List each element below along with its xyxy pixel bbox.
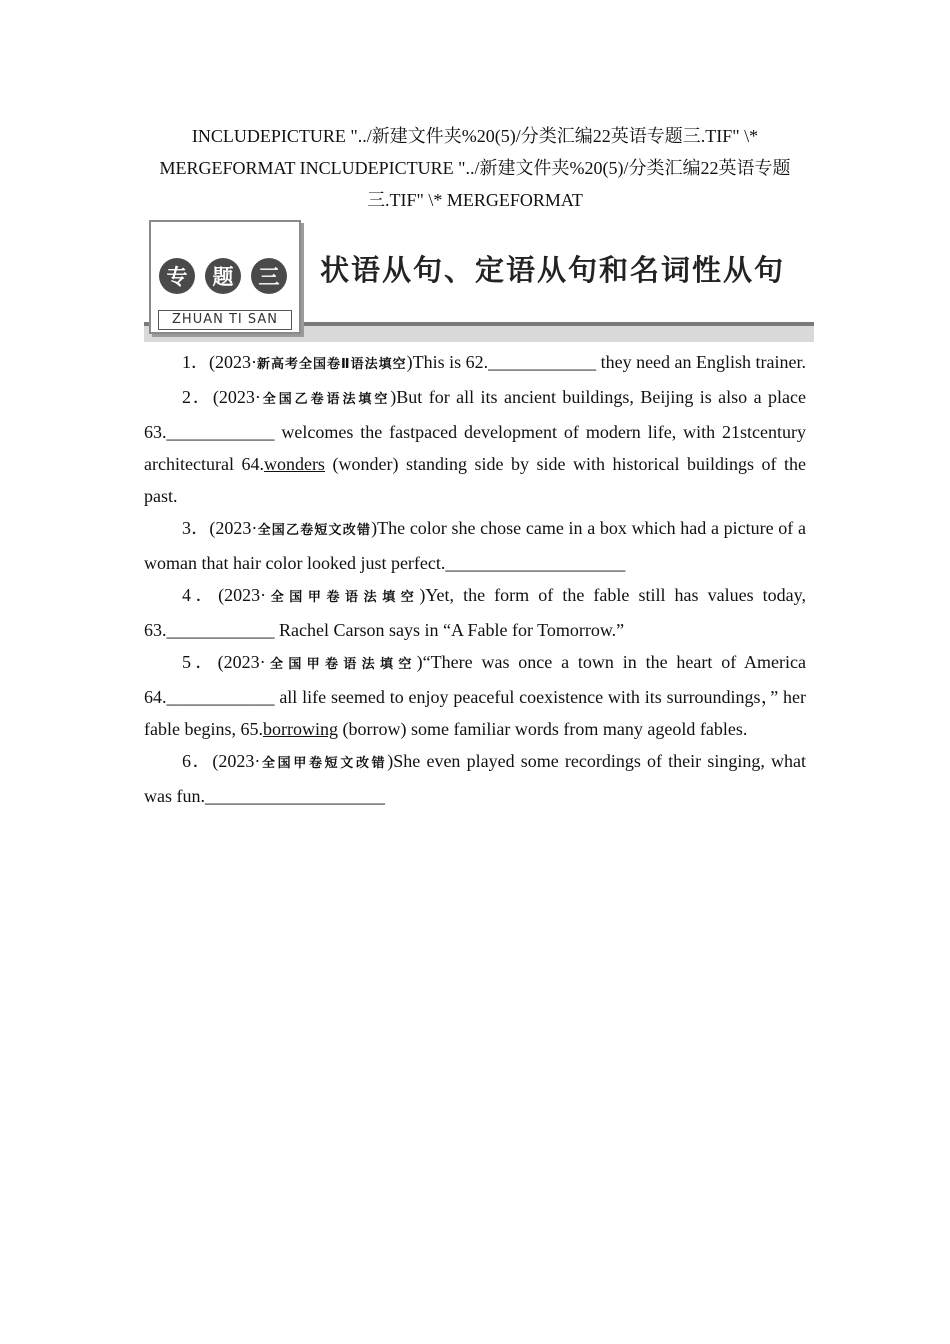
- question-source: 全国甲卷语法填空: [266, 590, 420, 605]
- question-item: [144, 579, 806, 646]
- question-number: 6．: [182, 751, 213, 771]
- question-number: 1．: [182, 352, 209, 372]
- badge-char-san: 三: [251, 258, 287, 294]
- question-year: (2023·: [212, 751, 261, 771]
- question-item: [144, 646, 806, 745]
- question-year: (2023·: [212, 387, 261, 407]
- question-source: 新高考全国卷Ⅱ语法填空: [257, 357, 407, 372]
- question-item: [144, 745, 806, 812]
- include-picture-field-code: INCLUDEPICTURE "../新建文件夹%20(5)/分类汇编22英语专题三.TIF" \* MERGEFORMAT INCLUDEPICTURE "../新建文件夹%20(5)/分类汇编22英语专题三.TIF" \* MERGEFORMAT: [159, 126, 791, 210]
- question-number: 2．: [182, 387, 213, 407]
- question-number: 3．: [182, 518, 210, 538]
- question-text: )The color she chose came in a box which had a picture of a woman that hair color looked just perfect.____________________: [144, 518, 806, 573]
- question-number: 4．: [182, 585, 219, 605]
- answer-underlined: wonders: [263, 454, 325, 474]
- question-year: (2023·: [218, 585, 267, 605]
- badge-char-ti: 题: [205, 258, 241, 294]
- question-source: 全国乙卷语法填空: [260, 392, 391, 407]
- topic-title: 状语从句、定语从句和名词性从句: [320, 253, 786, 287]
- question-item: [144, 512, 806, 579]
- question-list: [144, 346, 806, 812]
- question-text: (wonder) standing side by side with historical buildings of the past.: [144, 454, 806, 506]
- question-text: )But for all its ancient buildings, Beijing is also a place 63.____________ welcomes the fastpaced development of modern life, with 21stcentury architectural 64.: [144, 387, 807, 474]
- badge-pinyin: ZHUAN TI SAN: [158, 310, 292, 330]
- question-text: )Yet, the form of the fable still has values today, 63.____________ Rachel Carson says in “A Fable for Tomorrow.”: [144, 585, 806, 640]
- answer-underlined: borrowing: [262, 719, 338, 739]
- question-item: [144, 381, 806, 512]
- question-text: )She even played some recordings of their singing, what was fun.____________________: [144, 751, 806, 806]
- question-text: )This is 62.____________ they need an English trainer.: [406, 352, 807, 372]
- question-source: 全国甲卷语法填空: [265, 657, 417, 672]
- topic-banner: [144, 218, 814, 344]
- topic-badge-circles: [159, 258, 287, 294]
- question-source: 全国甲卷短文改错: [260, 756, 388, 771]
- question-year: (2023·: [217, 652, 266, 672]
- question-source: 全国乙卷短文改错: [257, 523, 372, 538]
- question-item: [144, 346, 806, 381]
- topic-badge: [149, 220, 301, 334]
- question-year: (2023·: [209, 518, 258, 538]
- question-text: (borrow) some familiar words from many ageold fables.: [337, 719, 748, 739]
- question-year: (2023·: [209, 352, 257, 372]
- question-text: )“There was once a town in the heart of America 64.____________ all life seemed to enjoy peaceful coexistence with its surroundings，” her fable begins, 65.: [144, 652, 807, 739]
- question-number: 5．: [182, 652, 218, 672]
- badge-char-zhuan: 专: [159, 258, 195, 294]
